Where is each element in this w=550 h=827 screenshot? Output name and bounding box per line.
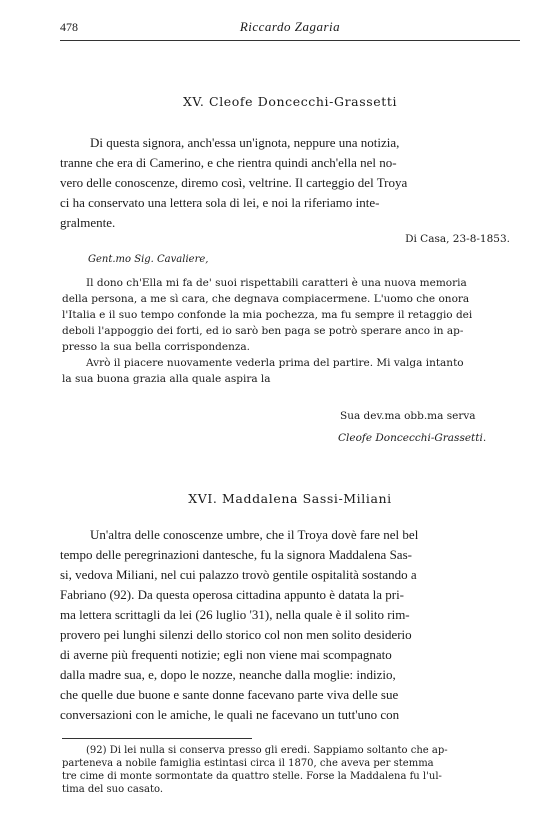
letter-line: Avrò il piacere nuovamente vederla prima del partire. Mi valga intanto [86, 357, 464, 369]
letter-signature: Cleofe Doncecchi-Grassetti. [338, 432, 487, 444]
section-xvi-body [60, 525, 520, 725]
body-line: che quelle due buone e sante donne facevano parte viva delle sue [60, 687, 399, 702]
body-line: si, vedova Miliani, nel cui palazzo trovò gentile ospitalità sostando a [60, 567, 417, 582]
body-line: ma lettera scrittagli da lei (26 luglio '31), nella quale è il solito rim- [60, 607, 410, 622]
body-line: Fabriano (92). Da questa operosa cittadina appunto è datata la pri- [60, 587, 405, 602]
page-number: 478 [60, 20, 78, 34]
letter-line: presso la sua bella corrispondenza. [62, 341, 250, 353]
letter-line: della persona, a me sì cara, che degnava compiacermene. L'uomo che onora [62, 293, 470, 305]
intro-line: vero delle conoscenze, diremo così, veltrine. Il carteggio del Troya [60, 175, 408, 190]
letter-signoff: Sua dev.ma obb.ma serva [340, 410, 476, 422]
footnote-divider [62, 738, 252, 739]
intro-line: tranne che era di Camerino, e che rientra quindi anch'ella nel no- [60, 155, 397, 170]
letter-line: deboli l'appoggio dei forti, ed io sarò ben paga se potrò sperare anco in ap- [62, 325, 464, 337]
letter-body [62, 275, 520, 387]
section-title-xv: XV. Cleofe Doncecchi-Grassetti [182, 94, 398, 109]
page-header [60, 18, 520, 41]
letter-line: la sua buona grazia alla quale aspira la [62, 373, 271, 385]
intro-line: Di questa signora, anch'essa un'ignota, neppure una notizia, [90, 135, 400, 150]
footnote-line: tima del suo casato. [62, 784, 164, 795]
letter-salutation: Gent.mo Sig. Cavaliere, [88, 254, 209, 265]
body-line: tempo delle peregrinazioni dantesche, fu la signora Maddalena Sas- [60, 547, 412, 562]
running-head: Riccardo Zagaria [239, 19, 341, 34]
footnote [62, 744, 520, 796]
letter-line: l'Italia e il suo tempo confonde la mia pochezza, ma fu sempre il retaggio dei [62, 309, 473, 321]
section-title-xvi: XVI. Maddalena Sassi-Miliani [188, 491, 392, 506]
intro-line: gralmente. [60, 215, 116, 230]
body-line: Un'altra delle conoscenze umbre, che il Troya dovè fare nel bel [90, 527, 419, 542]
body-line: conversazioni con le amiche, le quali ne facevano un tutt'uno con [60, 707, 400, 722]
intro-line: ci ha conservato una lettera sola di lei, e noi la riferiamo inte- [60, 195, 380, 210]
body-line: di averne più frequenti notizie; egli non viene mai scompagnato [60, 647, 392, 662]
footnote-line: (92) Di lei nulla si conserva presso gli eredi. Sappiamo soltanto che ap- [86, 745, 448, 756]
section-xv-intro [60, 133, 520, 233]
footnote-line: parteneva a nobile famiglia estintasi circa il 1870, che aveva per stemma [62, 758, 434, 769]
footnote-line: tre cime di monte sormontate da quattro stelle. Forse la Maddalena fu l'ul- [62, 771, 442, 782]
letter-date: Di Casa, 23-8-1853. [405, 233, 510, 245]
body-line: dalla madre sua, e, dopo le nozze, neanche dalla moglie: indizio, [60, 667, 396, 682]
letter-line: Il dono ch'Ella mi fa de' suoi rispettabili caratteri è una nuova memoria [86, 277, 467, 289]
body-line: provero pei lunghi silenzi dello storico col non men solito desiderio [60, 627, 412, 642]
